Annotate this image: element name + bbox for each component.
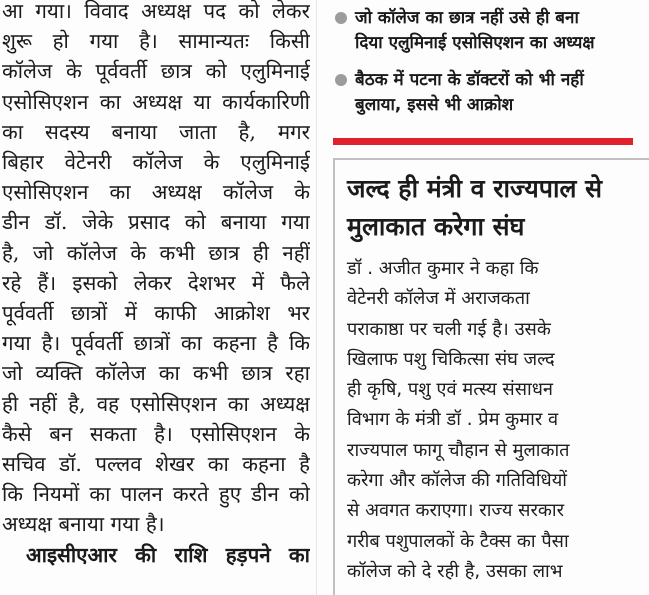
box-headline bbox=[347, 170, 647, 246]
article-line: बिहार वेटेनरी कॉलेज के एलुमिनाई bbox=[2, 150, 310, 175]
article-line: है, जो कॉलेज के कभी छात्र ही नहीं bbox=[2, 240, 310, 265]
article-line: कॉलेज के पूर्ववर्ती छात्र को एलुमिनाई bbox=[2, 59, 310, 84]
article-line: पूर्ववर्ती छात्रों में काफी आक्रोश भर bbox=[2, 301, 310, 326]
article-line: कैसे बन सकता है। एसोसिएशन के bbox=[2, 421, 310, 446]
body-line: कॉलेज को दे रही है, उसका लाभ bbox=[347, 560, 563, 582]
highlight-item bbox=[333, 68, 645, 118]
box-body-text bbox=[347, 254, 643, 587]
body-line: गरीब पशुपालकों के टैक्स का पैसा bbox=[347, 530, 569, 552]
body-line: राज्यपाल फागू चौहान से मुलाकात bbox=[347, 439, 570, 461]
article-line: शुरू हो गया है। सामान्यतः किसी bbox=[2, 29, 310, 54]
article-line: का सदस्य बनाया जाता है, मगर bbox=[2, 119, 310, 144]
body-line: से अवगत कराएगा। राज्य सरकार bbox=[347, 500, 565, 522]
article-line: अध्यक्ष बनाया गया है। bbox=[2, 512, 165, 537]
body-line: ही कृषि, पशु एवं मत्स्य संसाधन bbox=[347, 379, 554, 401]
article-line: आ गया। विवाद अध्यक्ष पद को लेकर bbox=[2, 0, 310, 23]
article-line: रहे हैं। इसको लेकर देशभर में फैले bbox=[2, 270, 310, 295]
body-line: वेटेनरी कॉलेज में अराजकता bbox=[347, 288, 530, 310]
red-separator-rule bbox=[333, 138, 633, 145]
article-line: एसोसिएशन का अध्यक्ष या कार्यकारिणी bbox=[2, 89, 310, 114]
highlights-list bbox=[333, 6, 645, 130]
headline-line: मुलाकात करेगा संघ bbox=[347, 212, 525, 241]
highlight-item bbox=[333, 6, 645, 56]
highlight-text: जो कॉलेज का छात्र नहीं उसे ही बना bbox=[355, 8, 579, 28]
body-line: डॉ . अजीत कुमार ने कहा कि bbox=[347, 258, 539, 279]
body-line: पराकाष्ठा पर चली गई है। उसके bbox=[347, 318, 551, 340]
article-line: ही नहीं है, वह एसोसिएशन का अध्यक्ष bbox=[2, 391, 310, 416]
column-divider bbox=[316, 0, 317, 595]
article-line: सचिव डॉ. पल्लव शेखर का कहना है bbox=[2, 452, 310, 477]
article-line: एसोसिएशन का अध्यक्ष कॉलेज के bbox=[2, 180, 310, 205]
highlight-text: बुलाया, इससे भी आक्रोश bbox=[355, 95, 514, 115]
body-line: खिलाफ पशु चिकित्सा संघ जल्द bbox=[347, 348, 555, 370]
highlight-text: दिया एलुमिनाई एसोसिएशन का अध्यक्ष bbox=[355, 33, 595, 53]
article-line: गया है। पूर्ववर्ती छात्रों का कहना है कि bbox=[2, 331, 310, 356]
body-line: करेगा और कॉलेज की गतिविधियों bbox=[347, 470, 568, 492]
article-line: जो व्यक्ति कॉलेज का कभी छात्र रहा bbox=[2, 361, 310, 386]
bullet-icon bbox=[335, 12, 347, 24]
body-line: विभाग के मंत्री डॉ . प्रेम कुमार व bbox=[347, 409, 559, 431]
subheading-line: आइसीएआर की राशि हड़पने का bbox=[26, 542, 310, 567]
bullet-icon bbox=[335, 74, 347, 86]
article-line: कि नियमों का पालन करते हुए डीन को bbox=[2, 482, 310, 507]
boxed-article bbox=[333, 158, 649, 595]
article-line: डीन डॉ. जेके प्रसाद को बनाया गया bbox=[2, 210, 310, 235]
highlight-text: बैठक में पटना के डॉक्टरों को भी नहीं bbox=[355, 70, 584, 90]
headline-line: जल्द ही मंत्री व राज्यपाल से bbox=[347, 174, 603, 203]
article-left-column bbox=[2, 0, 310, 570]
